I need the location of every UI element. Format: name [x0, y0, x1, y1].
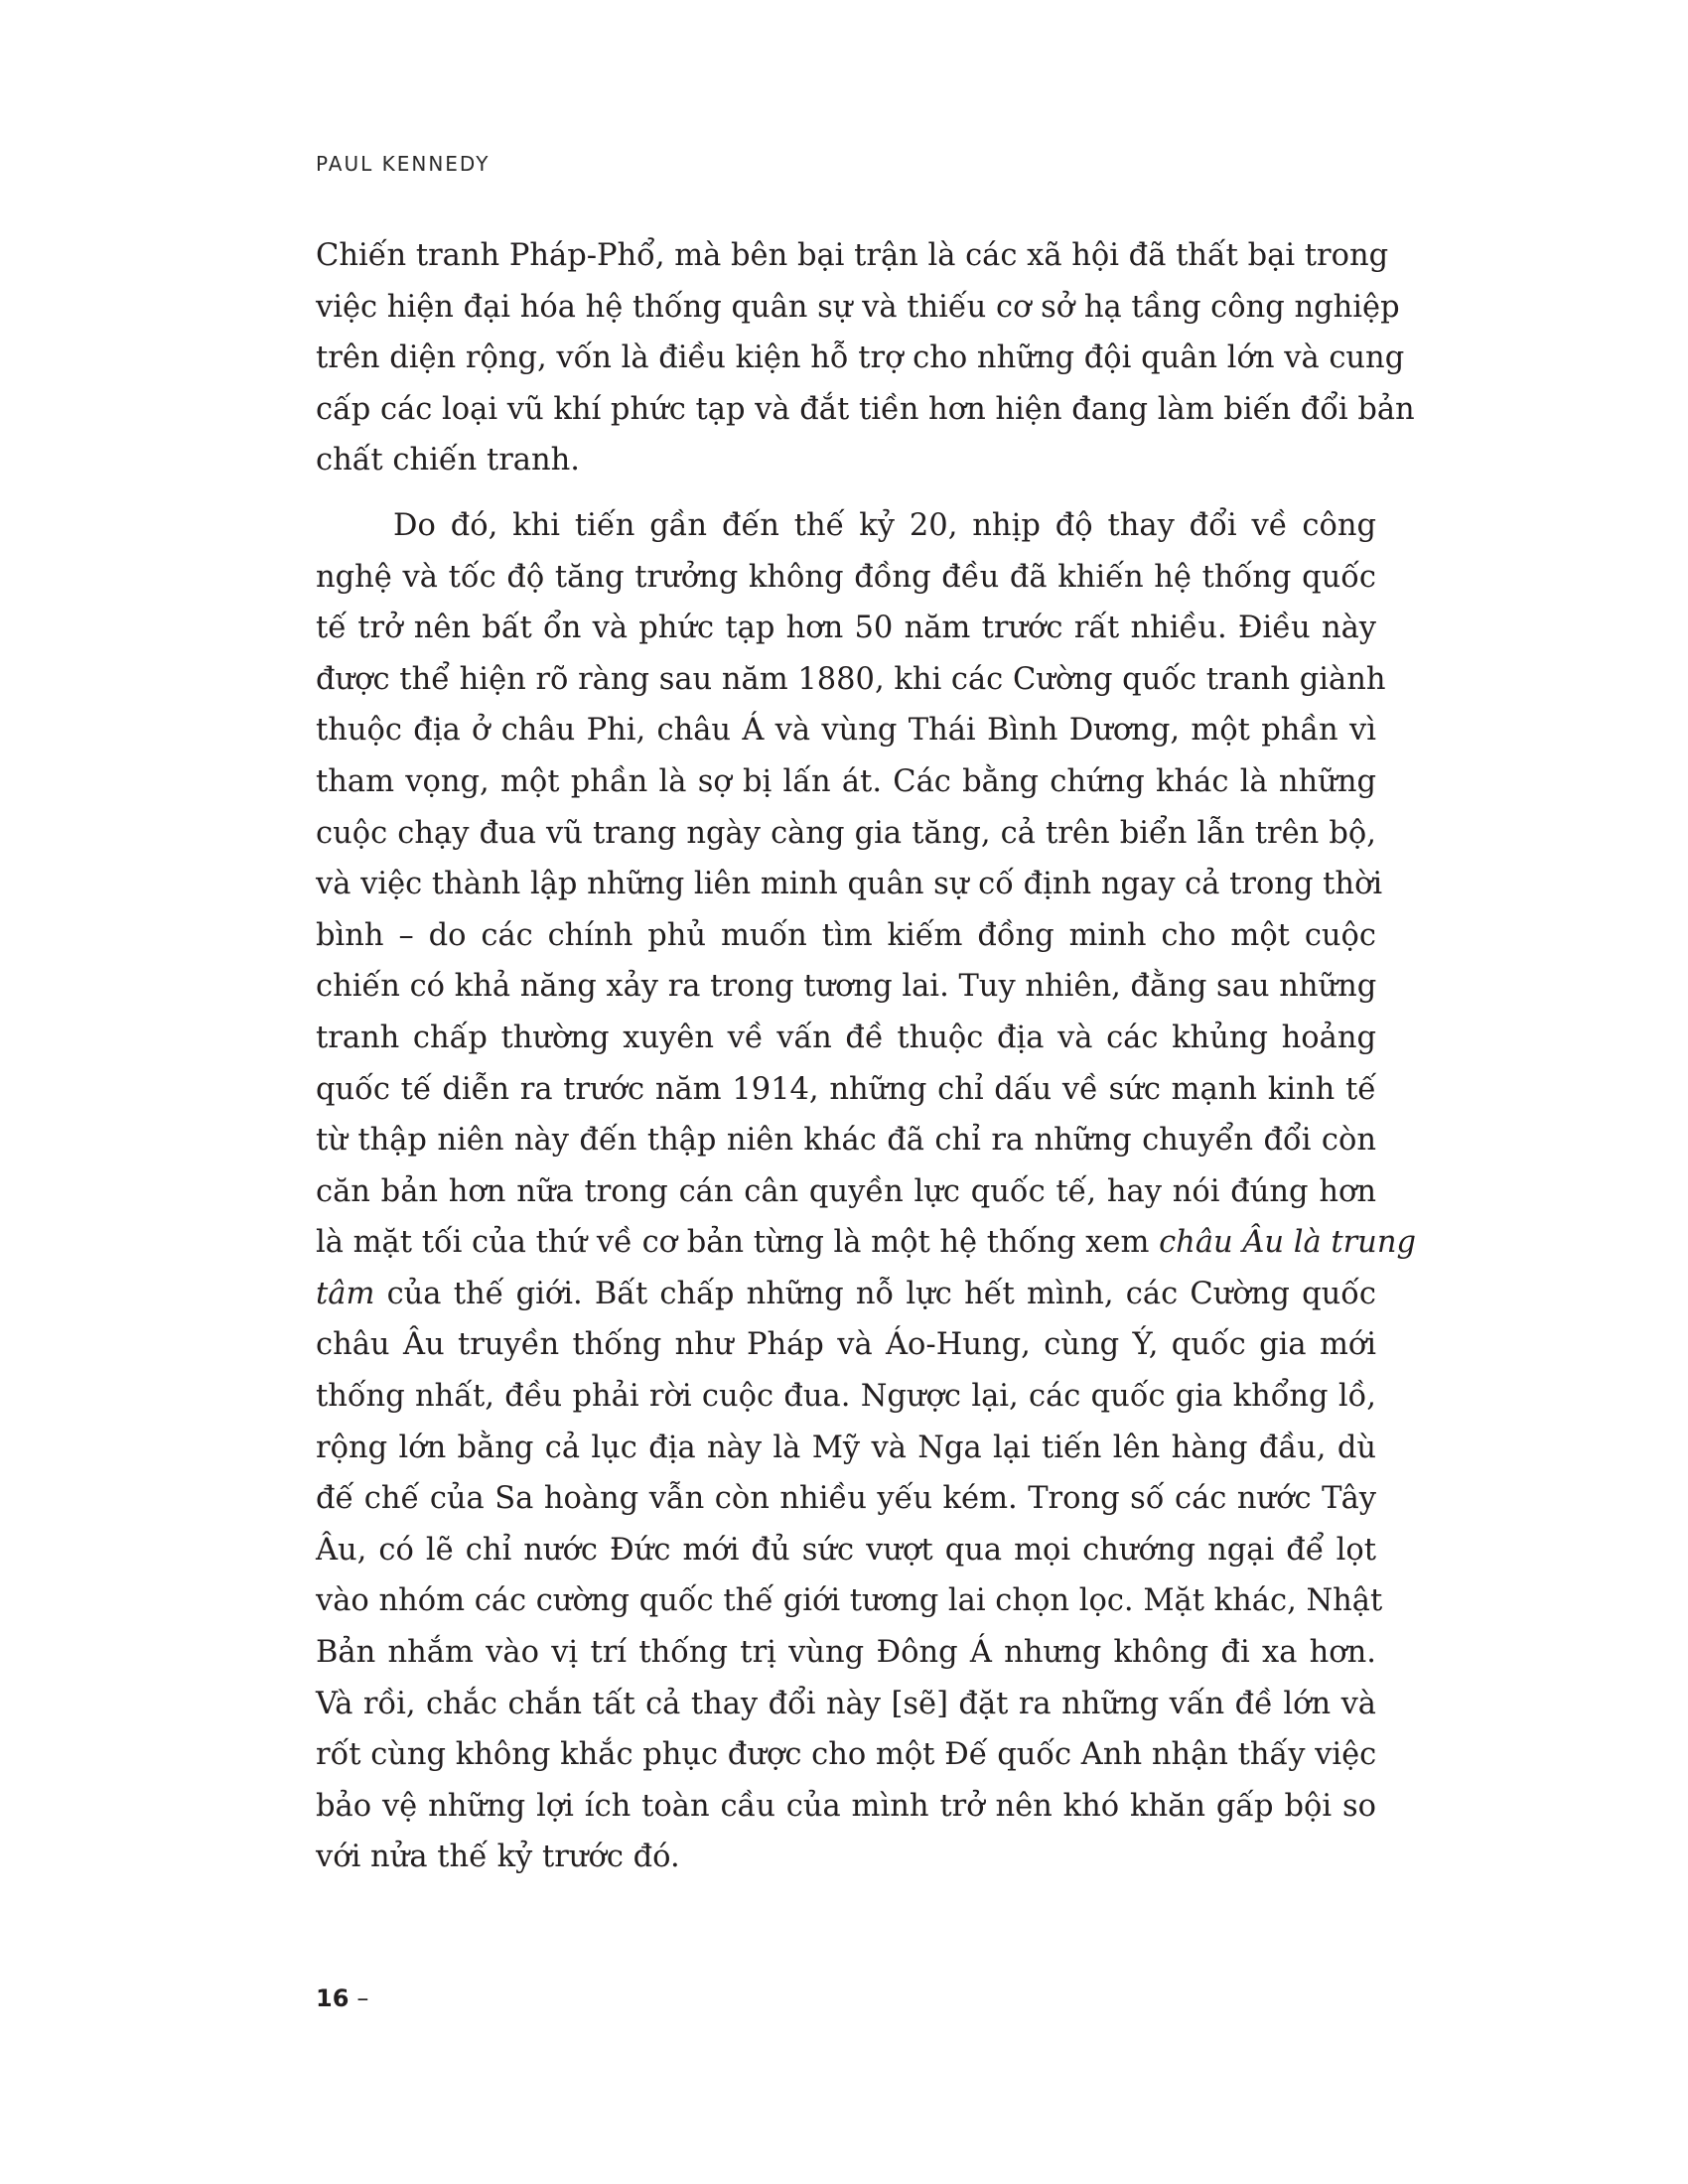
paragraph-1-line: việc hiện đại hóa hệ thống quân sự và thiếu cơ sở hạ tầng công nghiệp [316, 289, 1400, 325]
italic-phrase: tâm [316, 1276, 375, 1311]
paragraph-2-line: Do đó, khi tiến gần đến thế kỷ 20, nhịp độ thay đổi về công [393, 507, 1376, 543]
folio-dash: – [356, 1984, 369, 2012]
paragraph-2-line: châu Âu truyền thống như Pháp và Áo-Hung, cùng Ý, quốc gia mới [316, 1327, 1376, 1363]
line-text: là mặt tối của thứ về cơ bản từng là một hệ thống xem [316, 1225, 1160, 1261]
paragraph-2-line-with-italic [316, 1217, 1416, 1269]
line-text: của thế giới. Bất chấp những nỗ lực hết mình, các Cường quốc [374, 1276, 1376, 1311]
paragraph-2-line: rộng lớn bằng cả lục địa này là Mỹ và Nga lại tiến lên hàng đầu, dù [316, 1430, 1376, 1465]
paragraph-1-line: cấp các loại vũ khí phức tạp và đắt tiền hơn hiện đang làm biến đổi bản [316, 391, 1415, 427]
paragraph-2-line: bảo vệ những lợi ích toàn cầu của mình trở nên khó khăn gấp bội so [316, 1788, 1376, 1824]
paragraph-2-line: được thể hiện rõ ràng sau năm 1880, khi các Cường quốc tranh giành [316, 661, 1386, 697]
page-number-value: 16 [316, 1984, 350, 2012]
paragraph-2-line: bình – do các chính phủ muốn tìm kiếm đồng minh cho một cuộc [316, 917, 1376, 953]
running-head-author: PAUL KENNEDY [316, 152, 491, 176]
paragraph-2-line: và việc thành lập những liên minh quân sự cố định ngay cả trong thời [316, 867, 1383, 902]
paragraph-2-line: tham vọng, một phần là sợ bị lấn át. Các bằng chứng khác là những [316, 763, 1376, 799]
paragraph-2-line: căn bản hơn nữa trong cán cân quyền lực quốc tế, hay nói đúng hơn [316, 1173, 1376, 1209]
paragraph-2-line: tranh chấp thường xuyên về vấn đề thuộc địa và các khủng hoảng [316, 1020, 1376, 1055]
paragraph-2-line: với nửa thế kỷ trước đó. [316, 1840, 680, 1875]
paragraph-2-line: chiến có khả năng xảy ra trong tương lai. Tuy nhiên, đằng sau những [316, 969, 1377, 1005]
paragraph-2-line: quốc tế diễn ra trước năm 1914, những chỉ dấu về sức mạnh kinh tế [316, 1071, 1376, 1107]
paragraph-2-line: thống nhất, đều phải rời cuộc đua. Ngược lại, các quốc gia khổng lồ, [316, 1379, 1376, 1415]
paragraph-2-line: Âu, có lẽ chỉ nước Đức mới đủ sức vượt qua mọi chướng ngại để lọt [316, 1532, 1376, 1568]
paragraph-2-line: vào nhóm các cường quốc thế giới tương lai chọn lọc. Mặt khác, Nhật [316, 1583, 1383, 1619]
paragraph-gap [316, 486, 1376, 500]
body-text [316, 230, 1416, 1883]
paragraph-1-line: trên diện rộng, vốn là điều kiện hỗ trợ cho những đội quân lớn và cung [316, 341, 1405, 376]
paragraph-2-line: cuộc chạy đua vũ trang ngày càng gia tăng, cả trên biển lẫn trên bộ, [316, 815, 1376, 851]
page-number [316, 1984, 368, 2012]
paragraph-2-line: nghệ và tốc độ tăng trưởng không đồng đều đã khiến hệ thống quốc [316, 559, 1376, 595]
paragraph-2-line: Và rồi, chắc chắn tất cả thay đổi này [sẽ] đặt ra những vấn đề lớn và [316, 1686, 1376, 1721]
paragraph-1-line: chất chiến tranh. [316, 443, 580, 478]
paragraph-2-line: rốt cùng không khắc phục được cho một Đế quốc Anh nhận thấy việc [316, 1737, 1377, 1773]
italic-phrase: châu Âu là trung [1159, 1225, 1416, 1261]
paragraph-2-line: thuộc địa ở châu Phi, châu Á và vùng Thái Bình Dương, một phần vì [316, 713, 1376, 749]
paragraph-1-line: Chiến tranh Pháp-Phổ, mà bên bại trận là các xã hội đã thất bại trong [316, 238, 1389, 273]
paragraph-2-line: từ thập niên này đến thập niên khác đã chỉ ra những chuyển đổi còn [316, 1123, 1376, 1159]
paragraph-2-line: đế chế của Sa hoàng vẫn còn nhiều yếu kém. Trong số các nước Tây [316, 1481, 1376, 1517]
paragraph-2-line: Bản nhắm vào vị trí thống trị vùng Đông Á nhưng không đi xa hơn. [316, 1635, 1376, 1671]
paragraph-2-line: tế trở nên bất ổn và phức tạp hơn 50 năm trước rất nhiều. Điều này [316, 611, 1376, 646]
paragraph-2-line-with-italic [316, 1269, 1376, 1320]
